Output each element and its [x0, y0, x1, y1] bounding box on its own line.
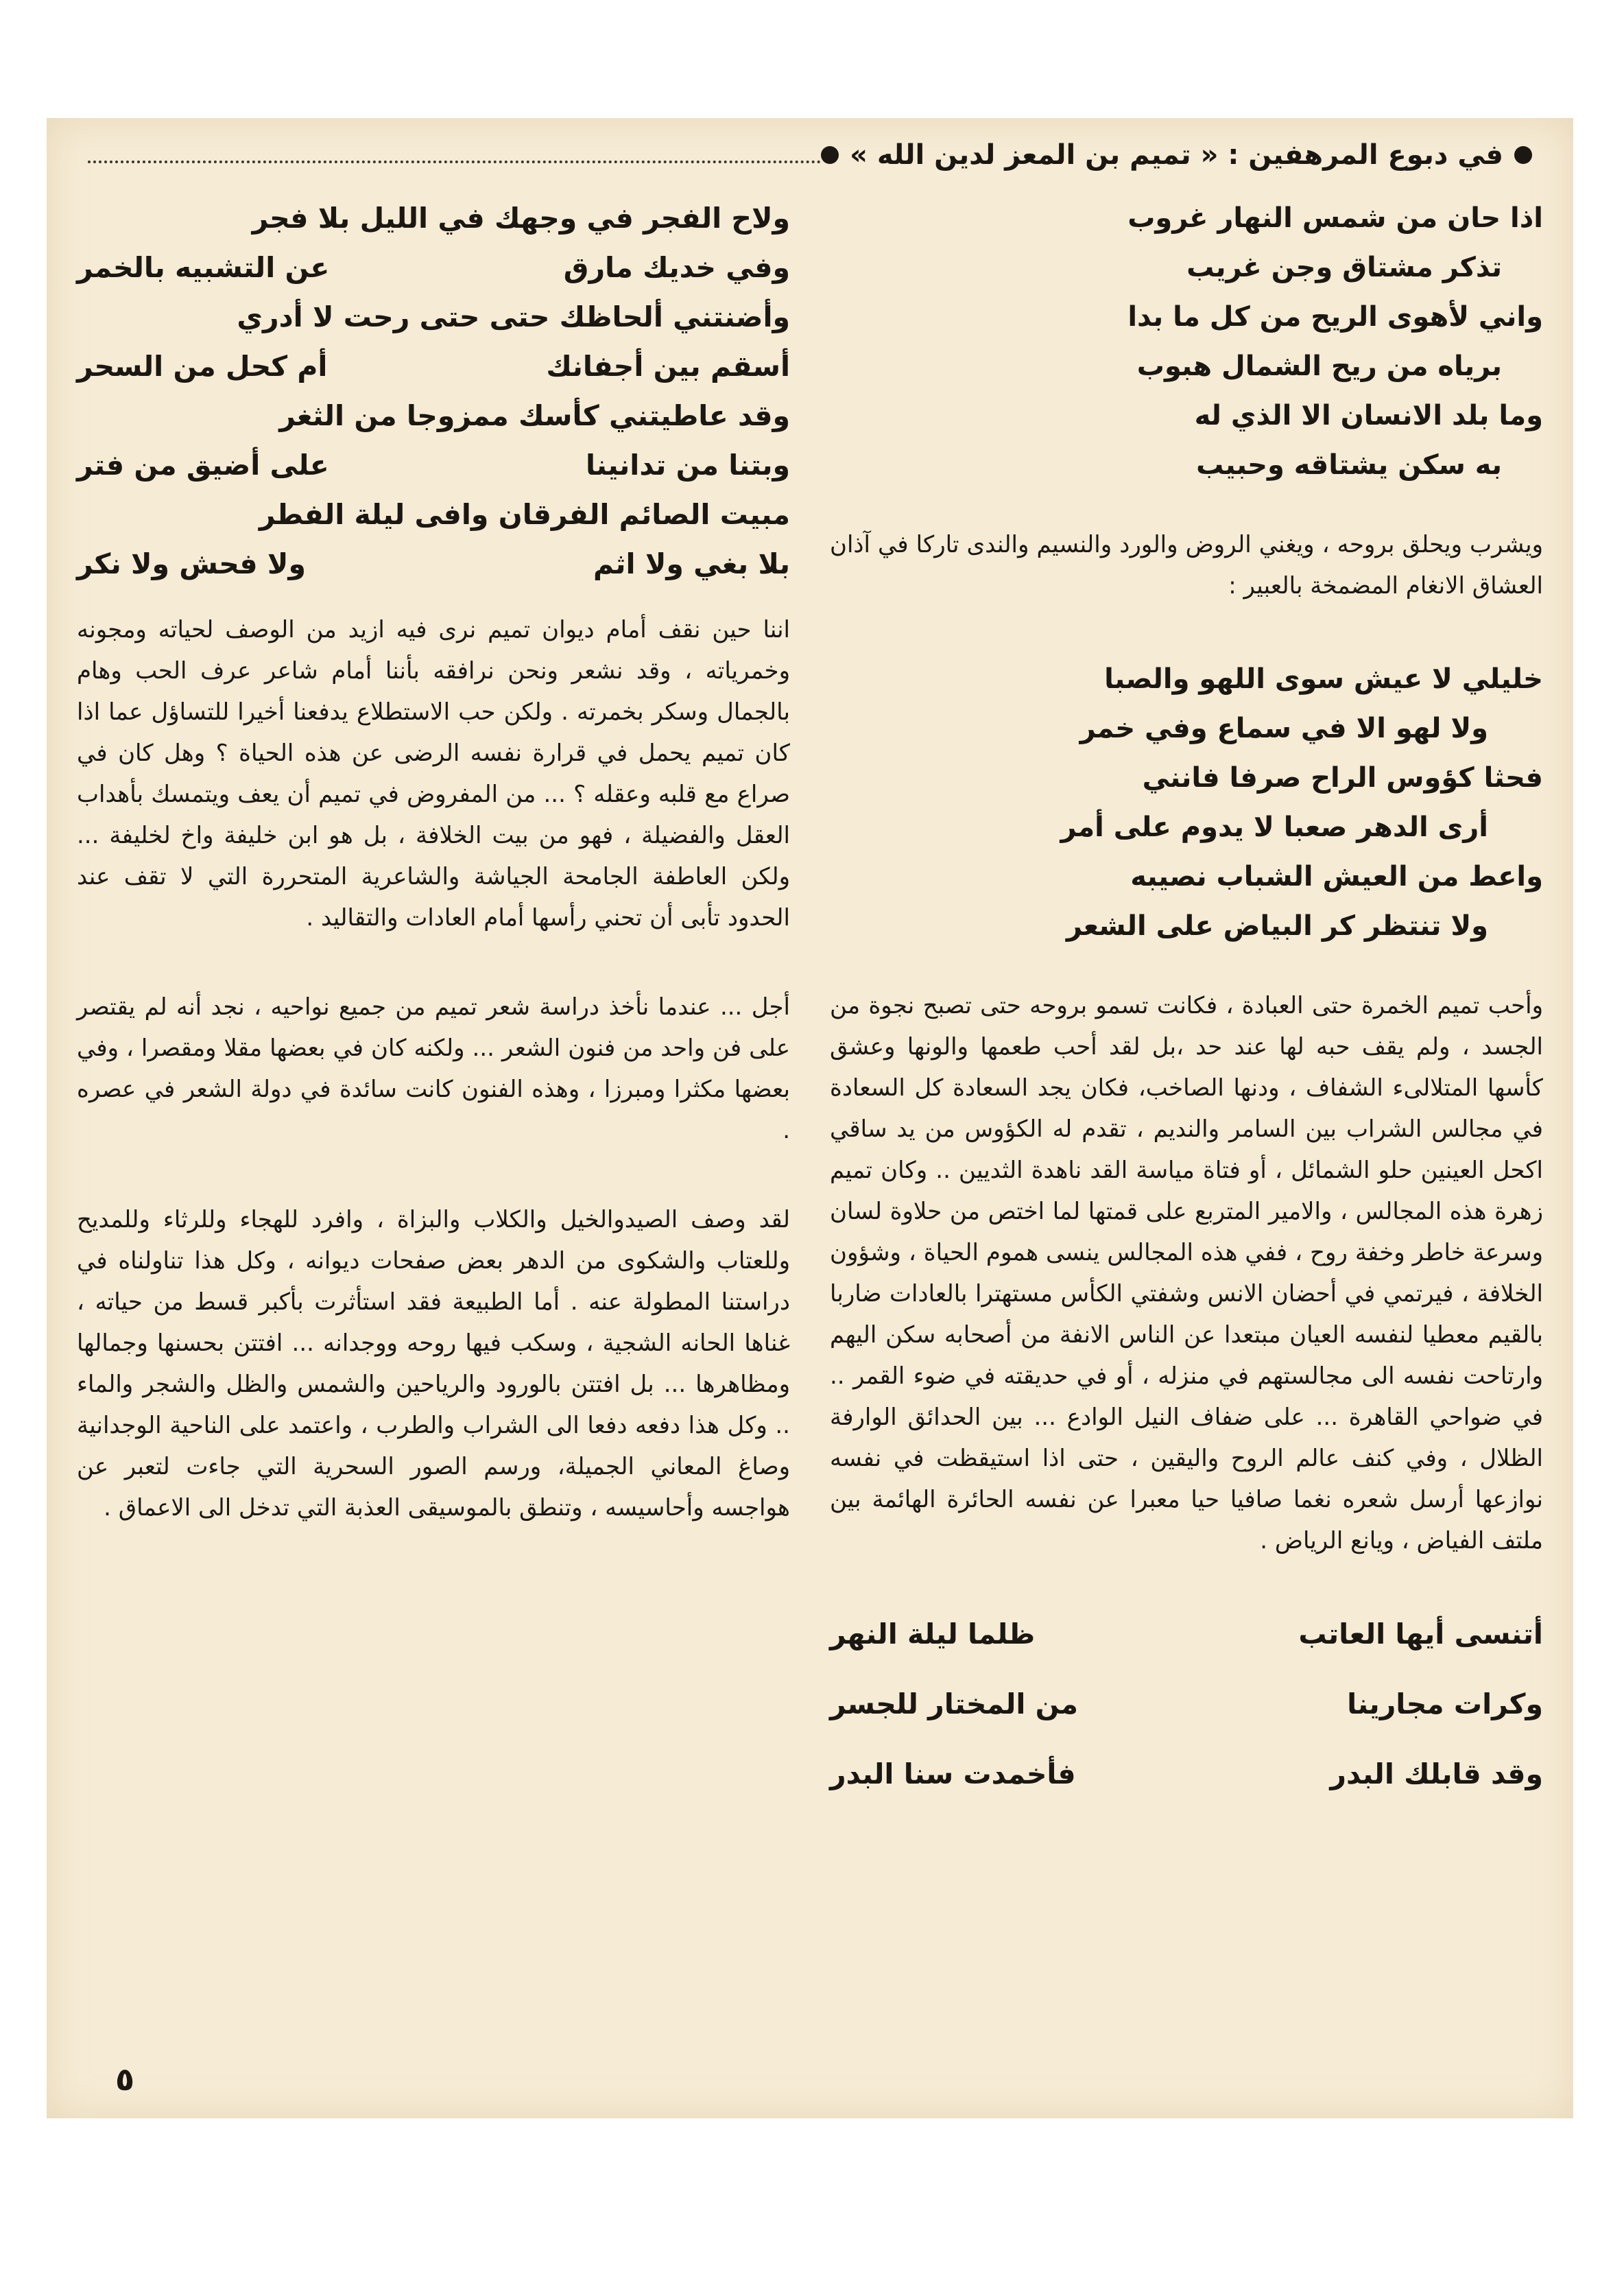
header-title: في دبوع المرهفين : « تميم بن المعز لدين الله » — [850, 139, 1503, 171]
poem-verse — [77, 193, 790, 243]
poem-verse — [77, 342, 790, 391]
poem-verse — [830, 1679, 1543, 1729]
verse-hemistich: ولا فحش ولا نكر — [77, 547, 306, 580]
verse-hemistich: بلا بغي ولا اثم — [593, 547, 790, 580]
right-column — [830, 193, 1543, 1799]
bullet-icon — [821, 146, 839, 164]
paragraph: لقد وصف الصيدوالخيل والكلاب والبزاة ، وافرد للهجاء وللرثاء وللمديح وللعتاب والشكوى من الدهر بعض صفحات ديوانه ، وكل هذا تناولناه في دراستنا المطولة عنه . أما الطبيعة فقد استأثرت بأكبر قسط من حياته ، غناها الحانه الشجية ، وسكب فيها روحه ووجدانه ... افتتن بحسنها وجمالها ومظاهرها ... بل افتتن بالورود والرياحين والشمس والظل والشجر والماء .. وكل هذا دفعه دفعا الى الشراب والطرب ، واعتمد على الناحية الوجدانية وصاغ المعاني الجميلة، ورسم الصور السحرية التي جاءت لتعبر عن هواجسه وأحاسيسه ، وتنطق بالموسيقى العذبة التي تدخل الى الاعماق . — [77, 1206, 790, 1522]
verse-hemistich: وقد قابلك البدر — [1330, 1758, 1543, 1790]
poem-verse — [77, 490, 790, 539]
poem-verse — [77, 243, 790, 292]
magazine-page — [47, 118, 1573, 2118]
poem-verse — [77, 391, 790, 440]
poem-line: به سكن يشتاقه وحبيب — [1196, 449, 1502, 481]
verse-hemistich: فأخمدت سنا البدر — [830, 1758, 1076, 1790]
paragraph: ويشرب ويحلق بروحه ، ويغني الروض والورد والنسيم والندى تاركا في آذان العشاق الانغام المضمخة بالعبير : — [830, 531, 1543, 600]
poem-line: أرى الدهر صعبا لا يدوم على أمر — [1060, 812, 1488, 843]
paragraph: اننا حين نقف أمام ديوان تميم نرى فيه ازيد من الوصف لحياته ومجونه وخمرياته ، وقد نشعر ونحن نرافقه بأننا أمام شاعر عرف الحب وهام بالجمال وسكر بخمرته . ولكن حب الاستطلاع يدفعنا أخيرا للتساؤل عما اذا كان تميم يحمل في قرارة نفسه الرضى عن هذه الحياة ؟ وهل كان في صراع مع قلبه وعقله ؟ ... من المفروض في تميم أن يعف ويتمسك بأهداب العقل والفضيلة ، فهو من بيت الخلافة ، بل هو ابن خليفة واخ لخليفة ... ولكن العاطفة الجامحة الجياشة والشاعرية المتحررة التي لا تقف عند الحدود تأبى أن تحني رأسها أمام العادات والتقاليد . — [77, 616, 790, 932]
paragraph: أجل ... عندما نأخذ دراسة شعر تميم من جميع نواحيه ، نجد أنه لم يقتصر على فن واحد من فنون الشعر ... ولكنه كان في بعضها مقلا ومقصرا ، وفي بعضها مكثرا ومبرزا ، وهذه الفنون كانت سائدة في دولة الشعر في عصره . — [77, 993, 790, 1144]
verse-hemistich: مبيت الصائم الفرقان وافى ليلة الفطر — [259, 498, 790, 531]
poem-line: فحثا كؤوس الراح صرفا فانني — [1142, 762, 1543, 794]
dotted-rule — [88, 161, 821, 163]
poem-verse — [830, 1609, 1543, 1659]
poem-line: خليلي لا عيش سوى اللهو والصبا — [1104, 663, 1543, 695]
verse-hemistich: من المختار للجسر — [830, 1688, 1078, 1720]
verse-hemistich: وبتنا من تدانينا — [586, 449, 790, 482]
left-column — [77, 193, 790, 1528]
poem-line: تذكر مشتاق وجن غريب — [1186, 252, 1502, 283]
verse-hemistich: ولاح الفجر في وجهك في الليل بلا فجر — [252, 202, 790, 235]
bullet-icon — [1514, 146, 1532, 164]
verse-hemistich: وفي خديك مارق — [563, 251, 790, 284]
poem-verse — [77, 539, 790, 589]
poem-line: ولا لهو الا في سماع وفي خمر — [1079, 713, 1488, 744]
page-number: ٥ — [115, 2061, 135, 2098]
verse-hemistich: أسقم بين أجفانك — [546, 350, 790, 383]
verse-hemistich: وقد عاطيتني كأسك ممزوجا من الثغر — [279, 399, 790, 432]
running-header — [88, 134, 1532, 176]
poem-line: اذا حان من شمس النهار غروب — [1127, 202, 1543, 234]
poem-verse — [77, 440, 790, 490]
verse-hemistich: وكرات مجارينا — [1347, 1688, 1543, 1720]
verse-hemistich: عن التشبيه بالخمر — [77, 251, 330, 284]
verse-hemistich: وأضنتني ألحاظك حتى حتى رحت لا أدري — [237, 300, 790, 333]
poem-line: وما بلد الانسان الا الذي له — [1194, 400, 1543, 431]
verse-hemistich: أتنسى أيها العاتب — [1298, 1618, 1543, 1650]
poem-line: واعط من العيش الشباب نصيبه — [1130, 861, 1543, 892]
poem-line: برياه من ريح الشمال هبوب — [1136, 351, 1502, 382]
poem-verse — [830, 1749, 1543, 1799]
paragraph: وأحب تميم الخمرة حتى العبادة ، فكانت تسمو بروحه حتى تصبح نجوة من الجسد ، ولم يقف حبه لها عند حد ،بل لقد أحب طعمها والونها وعشق كأسها المتلالىء الشفاف ، ودنها الصاخب، فكان يجد السعادة كل السعادة في مجالس الشراب بين السامر والنديم ، تقدم له الكؤوس من يد ساقي اكحل العينين حلو الشمائل ، أو فتاة مياسة القد ناهدة الثديين .. وكان تميم زهرة هذه المجالس ، والامير المتربع على قمتها لما اختص من حلاوة لسان وسرعة خاطر وخفة روح ، ففي هذه المجالس ينسى هموم الحياة ، وشؤون الخلافة ، فيرتمي في أحضان الانس وشفتي الكأس مستهترا بالعادات ضاربا بالقيم معطيا لنفسه العيان مبتعدا عن الناس الانفة من أصحابه سكن اليهم وارتاحت نفسه الى مجالستهم في منزله ، أو في حديقته في ضوء القمر .. في ضواحي القاهرة ... على ضفاف النيل الوادع ... بين الحدائق الوارفة الظلال ، وفي كنف عالم الروح واليقين ، حتى اذا استيقظت في نفسه نوازعها أرسل شعره نغما صافيا حيا معبرا عن نفسه الحائرة الهائمة بين ملتف الفياض ، ويانع الرياض . — [830, 992, 1543, 1554]
poem-line: واني لأهوى الريح من كل ما بدا — [1127, 301, 1543, 333]
poem-verse — [77, 292, 790, 342]
verse-hemistich: على أضيق من فتر — [77, 449, 329, 482]
verse-hemistich: أم كحل من السحر — [77, 350, 328, 383]
verse-hemistich: ظلما ليلة النهر — [830, 1618, 1036, 1650]
poem-line: ولا تنتظر كر البياض على الشعر — [1066, 910, 1488, 942]
